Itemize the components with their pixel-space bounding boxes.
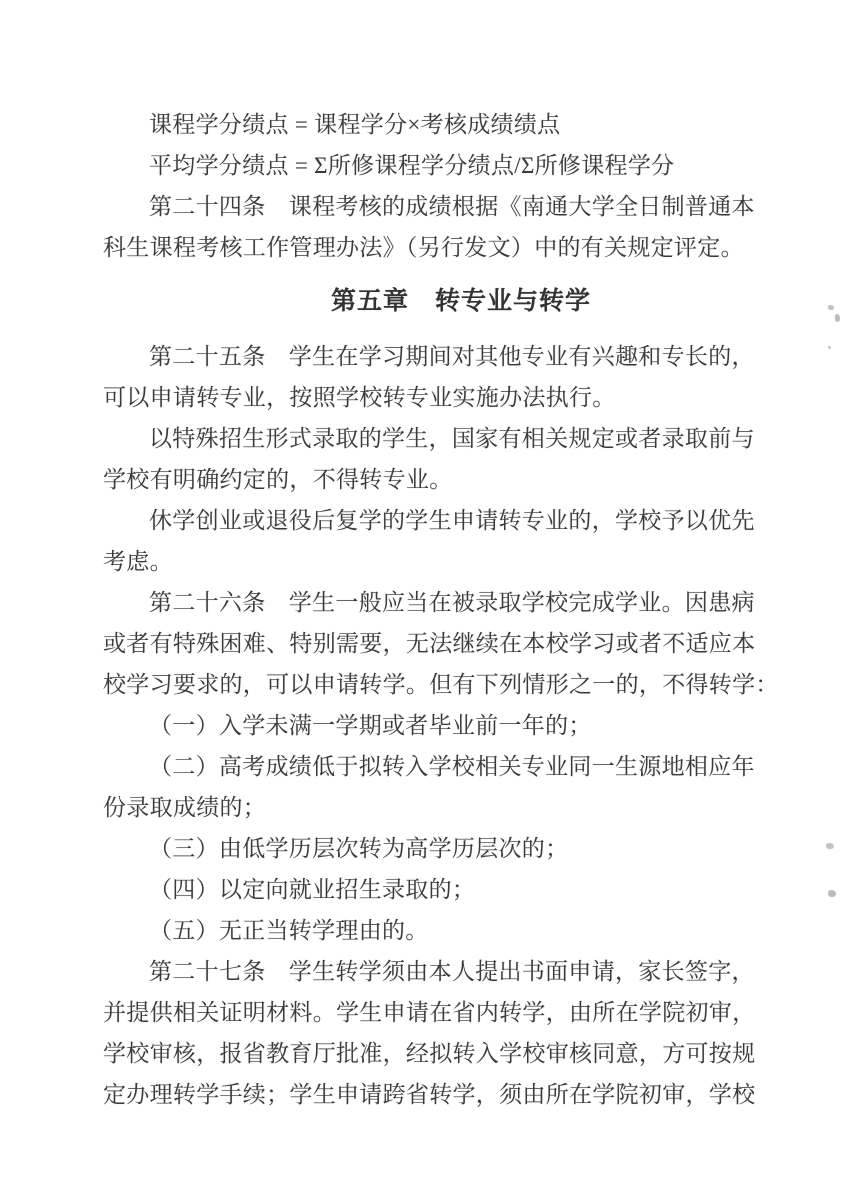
text-line: 以特殊招生形式录取的学生，国家有相关规定或者录取前与 — [149, 426, 755, 451]
text-line: 第二十五条 学生在学习期间对其他专业有兴趣和专长的， — [149, 344, 755, 369]
text-line: 第二十四条 课程考核的成绩根据《南通大学全日制普通本 — [149, 194, 755, 219]
text-line: 课程学分绩点 = 课程学分×考核成绩绩点 — [149, 112, 561, 137]
text-line: （三）由低学历层次转为高学历层次的； — [149, 836, 569, 861]
text-line: 定办理转学手续；学生申请跨省转学，须由所在学院初审，学校 — [103, 1082, 756, 1107]
text-line: 并提供相关证明材料。学生申请在省内转学，由所在学院初审， — [103, 1000, 756, 1025]
text-line: 校学习要求的，可以申请转学。但有下列情形之一的，不得转学： — [103, 672, 779, 697]
text-line: 学校审核，报省教育厅批准，经拟转入学校审核同意，方可按规 — [103, 1041, 756, 1066]
scan-speck — [828, 305, 834, 310]
scan-speck — [828, 346, 831, 349]
chapter-heading: 第五章 转专业与转学 — [330, 288, 591, 315]
text-line: 第二十六条 学生一般应当在被录取学校完成学业。因患病 — [149, 590, 755, 615]
text-line: 平均学分绩点 = Σ所修课程学分绩点/Σ所修课程学分 — [149, 153, 675, 178]
text-line: 或者有特殊困难、特别需要，无法继续在本校学习或者不适应本 — [103, 631, 756, 656]
text-line: （四）以定向就业招生录取的； — [149, 877, 476, 902]
text-line: 份录取成绩的； — [103, 795, 267, 820]
scan-speck — [835, 314, 840, 322]
scan-speck — [826, 843, 834, 849]
text-line: 考虑。 — [103, 549, 173, 574]
text-line: （一）入学未满一学期或者毕业前一年的； — [149, 713, 592, 738]
text-line: 科生课程考核工作管理办法》（另行发文）中的有关规定评定。 — [103, 235, 744, 260]
text-line: 休学创业或退役后复学的学生申请转专业的，学校予以优先 — [149, 508, 755, 533]
text-line: （五）无正当转学理由的。 — [149, 918, 429, 943]
text-line: 学校有明确约定的，不得转专业。 — [103, 467, 453, 492]
scan-speck — [828, 890, 836, 897]
text-line: 第二十七条 学生转学须由本人提出书面申请，家长签字， — [149, 959, 755, 984]
text-line: 可以申请转专业，按照学校转专业实施办法执行。 — [103, 385, 616, 410]
document-body — [103, 104, 779, 1115]
text-line: （二）高考成绩低于拟转入学校相关专业同一生源地相应年 — [149, 754, 755, 779]
